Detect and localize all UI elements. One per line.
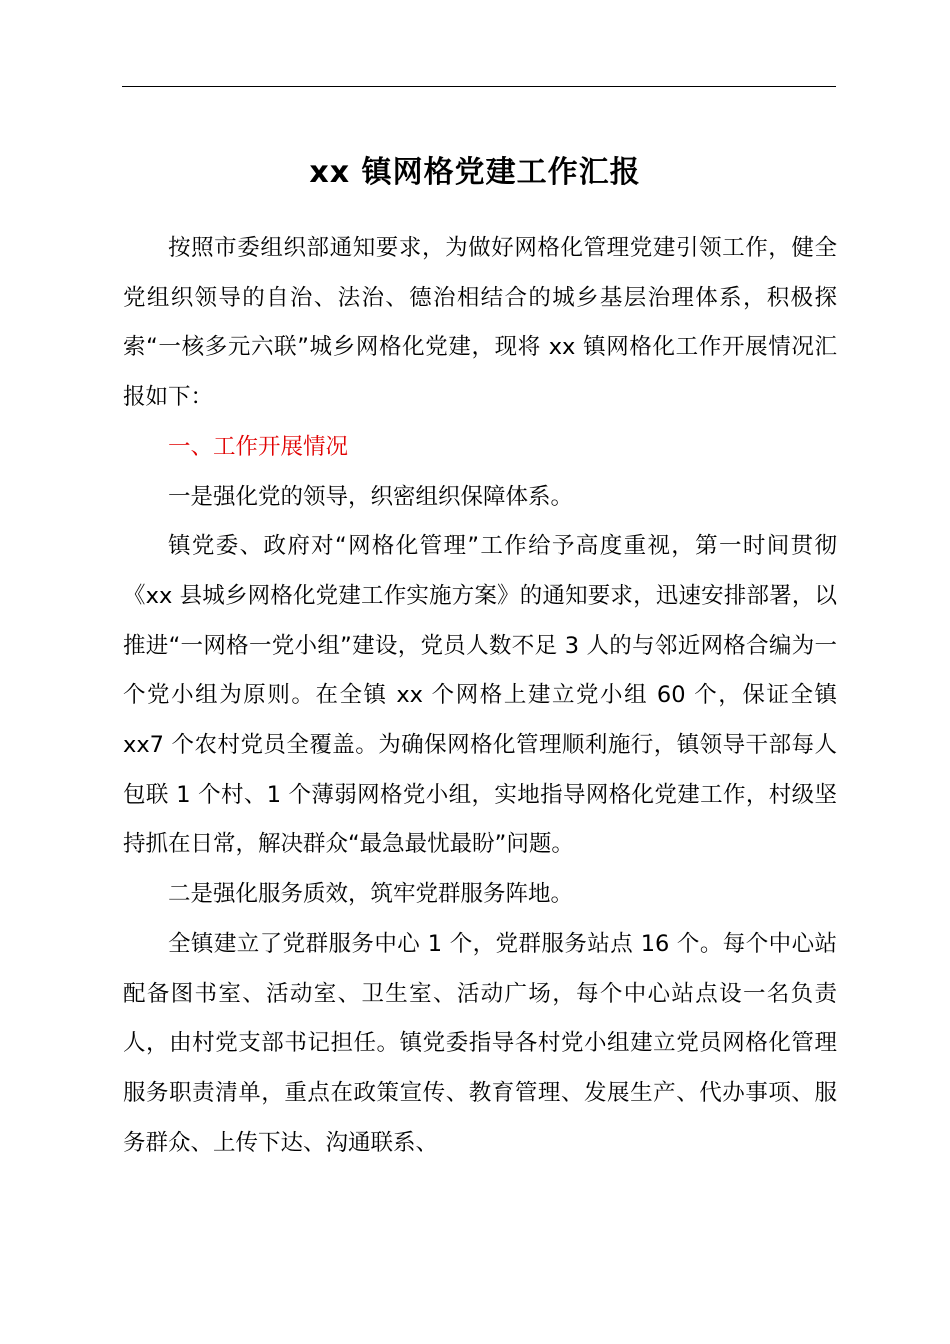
paragraph-party-leadership: 镇党委、政府对“网格化管理”工作给予高度重视，第一时间贯彻《xx 县城乡网格化党建工作实施方案》的通知要求，迅速安排部署，以推进“一网格一党小组”建设，党员人数不足 3 人的与邻近网格合编为一个党小组为原则。在全镇 xx 个网格上建立党小组 60 个，保证全镇 xx7 个农村党员全覆盖。为确保网格化管理顺利施行，镇领导干部每人包联 1 个村、1 个薄弱网格党小组，实地指导网格化党建工作，村级坚持抓在日常，解决群众“最急最忧最盼”问题。 [123,533,837,858]
paragraph-service-quality: 全镇建立了党群服务中心 1 个，党群服务站点 16 个。每个中心站配备图书室、活动室、卫生室、活动广场，每个中心站点设一名负责人，由村党支部书记担任。镇党委指导各村党小组建立党员网格化管理服务职责清单，重点在政策宣传、教育管理、发展生产、代办事项、服务群众、上传下达、沟通联系、 [123,930,837,1156]
intro-paragraph: 按照市委组织部通知要求，为做好网格化管理党建引领工作，健全党组织领导的自治、法治、德治相结合的城乡基层治理体系，积极探索“一核多元六联”城乡网格化党建，现将 xx 镇网格化工作开展情况汇报如下： [123,235,837,411]
section-heading: 一、工作开展情况 [168,433,349,460]
subheading-party-leadership: 一是强化党的领导，织密组织保障体系。 [168,483,574,510]
header-rule [122,86,836,87]
subheading-service-quality: 二是强化服务质效，筑牢党群服务阵地。 [168,881,574,908]
document-body [123,224,837,1168]
document-title: xx 镇网格党建工作汇报 [309,155,641,190]
